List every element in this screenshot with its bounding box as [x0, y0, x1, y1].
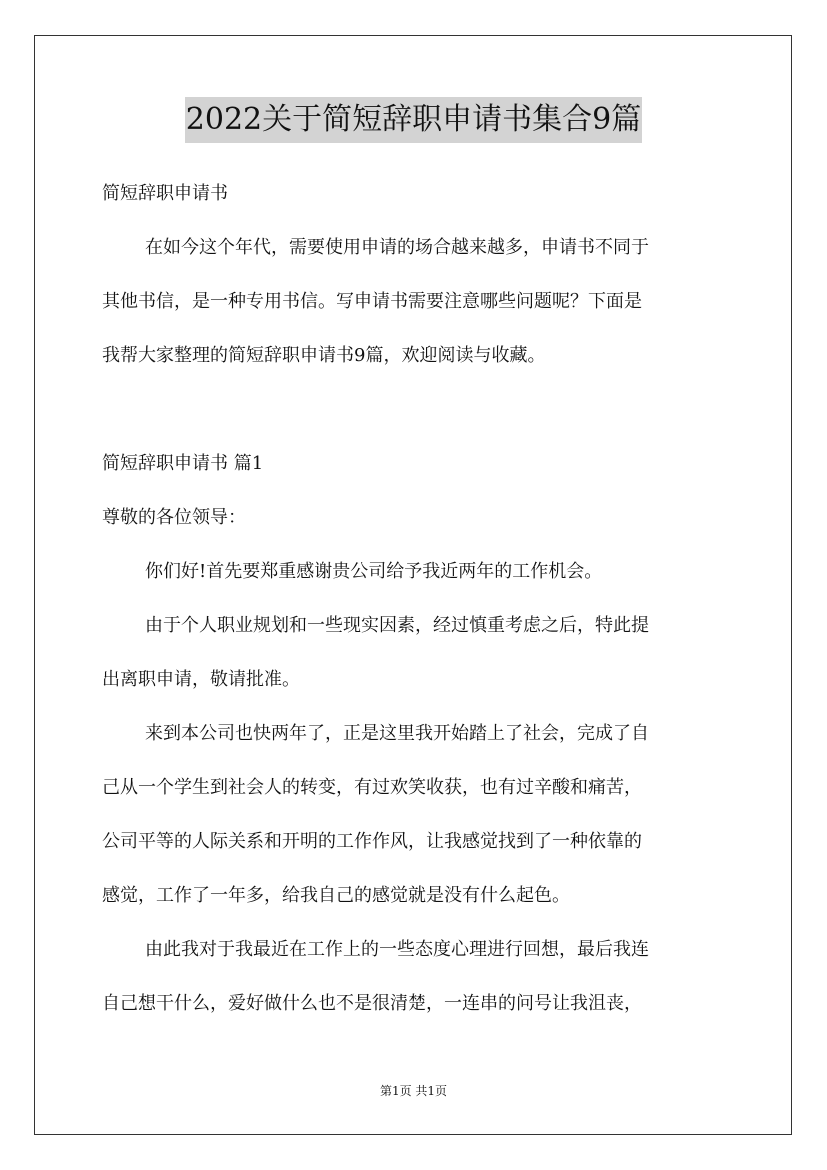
paragraph-line: 由此我对于我最近在工作上的一些态度心理进行回想，最后我连 — [145, 939, 649, 960]
title-container — [0, 97, 827, 143]
salutation: 尊敬的各位领导： — [102, 507, 246, 528]
paragraph-line: 在如今这个年代，需要使用申请的场合越来越多，申请书不同于 — [145, 237, 649, 258]
document-title: 2022关于简短辞职申请书集合9篇 — [185, 97, 642, 143]
paragraph-line: 公司平等的人际关系和开明的工作作风，让我感觉找到了一种依靠的 — [102, 831, 642, 852]
paragraph-line: 自己想干什么，爱好做什么也不是很清楚，一连串的问号让我沮丧， — [102, 993, 642, 1014]
page-footer: 第1页 共1页 — [379, 1084, 448, 1098]
paragraph-line: 感觉，工作了一年多，给我自己的感觉就是没有什么起色。 — [102, 885, 570, 906]
paragraph-line: 己从一个学生到社会人的转变，有过欢笑收获，也有过辛酸和痛苦， — [102, 777, 642, 798]
paragraph-line: 来到本公司也快两年了，正是这里我开始踏上了社会，完成了自 — [145, 723, 649, 744]
paragraph-line: 你们好!首先要郑重感谢贵公司给予我近两年的工作机会。 — [145, 561, 603, 582]
paragraph-line: 出离职申请，敬请批准。 — [102, 669, 300, 690]
paragraph-line: 由于个人职业规划和一些现实因素，经过慎重考虑之后，特此提 — [145, 615, 649, 636]
section-heading: 简短辞职申请书 篇1 — [102, 453, 264, 474]
section-heading: 简短辞职申请书 — [102, 183, 228, 204]
paragraph-line: 其他书信，是一种专用书信。写申请书需要注意哪些问题呢？下面是 — [102, 291, 642, 312]
paragraph-line: 我帮大家整理的简短辞职申请书9篇，欢迎阅读与收藏。 — [102, 345, 546, 366]
